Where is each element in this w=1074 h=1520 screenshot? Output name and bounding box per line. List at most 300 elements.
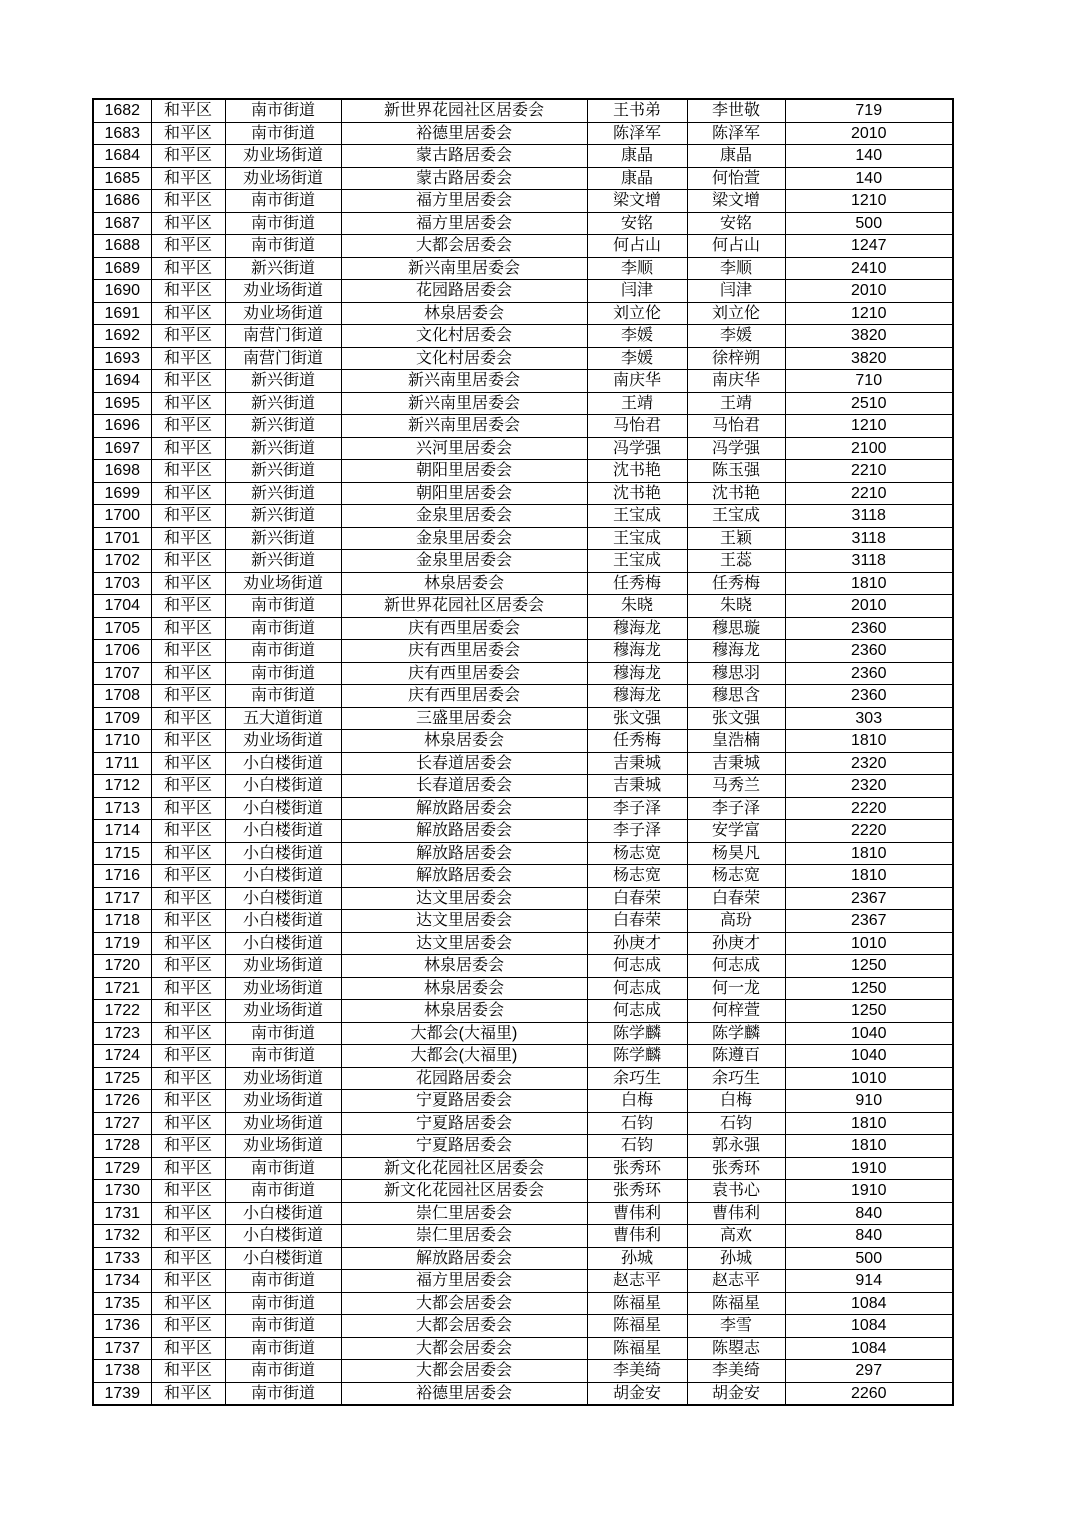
cell-householder: 李顺 — [587, 257, 687, 280]
cell-amount: 1247 — [785, 235, 953, 258]
cell-district: 和平区 — [151, 122, 225, 145]
cell-street: 南市街道 — [225, 1360, 341, 1383]
cell-street: 南营门街道 — [225, 325, 341, 348]
cell-amount: 1210 — [785, 415, 953, 438]
table-row — [93, 1157, 953, 1180]
cell-householder: 冯学强 — [587, 437, 687, 460]
cell-householder: 穆海龙 — [587, 662, 687, 685]
cell-householder: 王宝成 — [587, 527, 687, 550]
table-row — [93, 977, 953, 1000]
cell-serial: 1692 — [93, 325, 151, 348]
cell-amount: 914 — [785, 1270, 953, 1293]
cell-member: 南庆华 — [687, 370, 785, 393]
cell-amount: 1210 — [785, 302, 953, 325]
cell-amount: 2360 — [785, 640, 953, 663]
cell-serial: 1709 — [93, 707, 151, 730]
table-row — [93, 932, 953, 955]
cell-street: 小白楼街道 — [225, 1225, 341, 1248]
cell-member: 袁书心 — [687, 1180, 785, 1203]
cell-district: 和平区 — [151, 1000, 225, 1023]
cell-serial: 1728 — [93, 1135, 151, 1158]
cell-serial: 1711 — [93, 752, 151, 775]
cell-committee: 庆有西里居委会 — [341, 662, 587, 685]
cell-street: 南市街道 — [225, 1292, 341, 1315]
cell-street: 南市街道 — [225, 662, 341, 685]
cell-district: 和平区 — [151, 1382, 225, 1405]
table-row — [93, 865, 953, 888]
cell-street: 新兴街道 — [225, 460, 341, 483]
cell-street: 劝业场街道 — [225, 280, 341, 303]
cell-district: 和平区 — [151, 977, 225, 1000]
cell-committee: 解放路居委会 — [341, 842, 587, 865]
cell-amount: 2210 — [785, 460, 953, 483]
cell-street: 南市街道 — [225, 1180, 341, 1203]
cell-member: 吉秉城 — [687, 752, 785, 775]
table-row — [93, 99, 953, 122]
cell-committee: 大都会居委会 — [341, 1315, 587, 1338]
cell-street: 小白楼街道 — [225, 932, 341, 955]
cell-street: 南市街道 — [225, 1315, 341, 1338]
cell-district: 和平区 — [151, 932, 225, 955]
cell-district: 和平区 — [151, 1225, 225, 1248]
cell-district: 和平区 — [151, 572, 225, 595]
cell-member: 安学富 — [687, 820, 785, 843]
cell-serial: 1710 — [93, 730, 151, 753]
cell-street: 南市街道 — [225, 99, 341, 122]
cell-committee: 兴河里居委会 — [341, 437, 587, 460]
cell-committee: 花园路居委会 — [341, 280, 587, 303]
cell-serial: 1718 — [93, 910, 151, 933]
cell-householder: 孙城 — [587, 1247, 687, 1270]
cell-householder: 何占山 — [587, 235, 687, 258]
cell-householder: 石钧 — [587, 1135, 687, 1158]
cell-member: 李美绮 — [687, 1360, 785, 1383]
cell-serial: 1702 — [93, 550, 151, 573]
cell-member: 王颖 — [687, 527, 785, 550]
cell-committee: 朝阳里居委会 — [341, 460, 587, 483]
cell-householder: 何志成 — [587, 977, 687, 1000]
cell-street: 南市街道 — [225, 1157, 341, 1180]
table-row — [93, 1360, 953, 1383]
cell-committee: 大都会居委会 — [341, 1292, 587, 1315]
table-body — [93, 99, 953, 1405]
cell-district: 和平区 — [151, 685, 225, 708]
cell-committee: 达文里居委会 — [341, 887, 587, 910]
cell-serial: 1720 — [93, 955, 151, 978]
cell-street: 劝业场街道 — [225, 1067, 341, 1090]
cell-district: 和平区 — [151, 910, 225, 933]
cell-district: 和平区 — [151, 1112, 225, 1135]
cell-householder: 陈泽军 — [587, 122, 687, 145]
cell-district: 和平区 — [151, 370, 225, 393]
cell-committee: 崇仁里居委会 — [341, 1202, 587, 1225]
cell-member: 石钧 — [687, 1112, 785, 1135]
cell-committee: 解放路居委会 — [341, 797, 587, 820]
cell-district: 和平区 — [151, 1135, 225, 1158]
cell-serial: 1683 — [93, 122, 151, 145]
cell-serial: 1714 — [93, 820, 151, 843]
cell-serial: 1733 — [93, 1247, 151, 1270]
table-row — [93, 302, 953, 325]
table-row — [93, 527, 953, 550]
cell-serial: 1737 — [93, 1337, 151, 1360]
cell-street: 南市街道 — [225, 640, 341, 663]
cell-member: 王宝成 — [687, 505, 785, 528]
cell-street: 劝业场街道 — [225, 1135, 341, 1158]
cell-street: 南市街道 — [225, 617, 341, 640]
cell-householder: 陈福星 — [587, 1292, 687, 1315]
cell-street: 劝业场街道 — [225, 1090, 341, 1113]
cell-member: 李子泽 — [687, 797, 785, 820]
cell-serial: 1716 — [93, 865, 151, 888]
cell-street: 小白楼街道 — [225, 842, 341, 865]
cell-street: 新兴街道 — [225, 257, 341, 280]
cell-serial: 1723 — [93, 1022, 151, 1045]
cell-committee: 新兴南里居委会 — [341, 392, 587, 415]
cell-member: 胡金安 — [687, 1382, 785, 1405]
cell-serial: 1688 — [93, 235, 151, 258]
table-row — [93, 955, 953, 978]
cell-street: 劝业场街道 — [225, 730, 341, 753]
cell-householder: 赵志平 — [587, 1270, 687, 1293]
table-row — [93, 595, 953, 618]
cell-member: 何怡萱 — [687, 167, 785, 190]
cell-member: 高玢 — [687, 910, 785, 933]
cell-amount: 303 — [785, 707, 953, 730]
cell-district: 和平区 — [151, 595, 225, 618]
cell-street: 南市街道 — [225, 595, 341, 618]
cell-amount: 2410 — [785, 257, 953, 280]
table-row — [93, 1225, 953, 1248]
cell-member: 余巧生 — [687, 1067, 785, 1090]
cell-member: 陈遵百 — [687, 1045, 785, 1068]
cell-householder: 杨志宽 — [587, 865, 687, 888]
cell-member: 马怡君 — [687, 415, 785, 438]
cell-district: 和平区 — [151, 437, 225, 460]
cell-serial: 1690 — [93, 280, 151, 303]
cell-member: 康晶 — [687, 145, 785, 168]
cell-amount: 1250 — [785, 955, 953, 978]
table-row — [93, 257, 953, 280]
cell-member: 皇浩楠 — [687, 730, 785, 753]
cell-amount: 2010 — [785, 122, 953, 145]
cell-member: 徐梓朔 — [687, 347, 785, 370]
cell-householder: 刘立伦 — [587, 302, 687, 325]
cell-district: 和平区 — [151, 1292, 225, 1315]
cell-amount: 2220 — [785, 797, 953, 820]
cell-street: 新兴街道 — [225, 505, 341, 528]
cell-amount: 1210 — [785, 190, 953, 213]
table-row — [93, 415, 953, 438]
cell-district: 和平区 — [151, 730, 225, 753]
cell-householder: 朱晓 — [587, 595, 687, 618]
table-row — [93, 1247, 953, 1270]
cell-amount: 2220 — [785, 820, 953, 843]
table-row — [93, 730, 953, 753]
cell-member: 王靖 — [687, 392, 785, 415]
cell-committee: 长春道居委会 — [341, 752, 587, 775]
cell-householder: 张秀环 — [587, 1180, 687, 1203]
cell-serial: 1736 — [93, 1315, 151, 1338]
cell-committee: 朝阳里居委会 — [341, 482, 587, 505]
cell-amount: 2360 — [785, 617, 953, 640]
cell-serial: 1705 — [93, 617, 151, 640]
cell-amount: 500 — [785, 1247, 953, 1270]
cell-committee: 福方里居委会 — [341, 190, 587, 213]
cell-street: 劝业场街道 — [225, 1000, 341, 1023]
table-row — [93, 887, 953, 910]
table-row — [93, 325, 953, 348]
cell-committee: 大都会居委会 — [341, 235, 587, 258]
cell-committee: 新兴南里居委会 — [341, 370, 587, 393]
table-row — [93, 1202, 953, 1225]
cell-committee: 庆有西里居委会 — [341, 640, 587, 663]
cell-district: 和平区 — [151, 99, 225, 122]
cell-householder: 白春荣 — [587, 910, 687, 933]
cell-serial: 1735 — [93, 1292, 151, 1315]
table-row — [93, 1000, 953, 1023]
cell-amount: 1010 — [785, 1067, 953, 1090]
cell-district: 和平区 — [151, 1360, 225, 1383]
cell-committee: 林泉居委会 — [341, 572, 587, 595]
data-table — [92, 98, 954, 1406]
cell-committee: 庆有西里居委会 — [341, 685, 587, 708]
cell-householder: 李媛 — [587, 325, 687, 348]
cell-committee: 林泉居委会 — [341, 730, 587, 753]
cell-amount: 1810 — [785, 572, 953, 595]
cell-amount: 1910 — [785, 1180, 953, 1203]
cell-amount: 1810 — [785, 842, 953, 865]
cell-district: 和平区 — [151, 752, 225, 775]
table-row — [93, 212, 953, 235]
cell-member: 陈曌志 — [687, 1337, 785, 1360]
cell-householder: 李子泽 — [587, 820, 687, 843]
cell-committee: 福方里居委会 — [341, 1270, 587, 1293]
table-row — [93, 1135, 953, 1158]
cell-member: 赵志平 — [687, 1270, 785, 1293]
cell-member: 杨昊凡 — [687, 842, 785, 865]
cell-district: 和平区 — [151, 955, 225, 978]
cell-street: 南市街道 — [225, 1337, 341, 1360]
cell-householder: 白梅 — [587, 1090, 687, 1113]
cell-member: 何梓萱 — [687, 1000, 785, 1023]
cell-amount: 2010 — [785, 280, 953, 303]
cell-member: 穆思含 — [687, 685, 785, 708]
cell-district: 和平区 — [151, 640, 225, 663]
cell-street: 新兴街道 — [225, 392, 341, 415]
cell-committee: 宁夏路居委会 — [341, 1135, 587, 1158]
cell-serial: 1689 — [93, 257, 151, 280]
cell-member: 张文强 — [687, 707, 785, 730]
table-row — [93, 370, 953, 393]
cell-district: 和平区 — [151, 1315, 225, 1338]
cell-householder: 吉秉城 — [587, 752, 687, 775]
cell-serial: 1739 — [93, 1382, 151, 1405]
cell-district: 和平区 — [151, 145, 225, 168]
cell-member: 何志成 — [687, 955, 785, 978]
cell-member: 高欢 — [687, 1225, 785, 1248]
table-row — [93, 797, 953, 820]
cell-householder: 石钧 — [587, 1112, 687, 1135]
cell-serial: 1734 — [93, 1270, 151, 1293]
cell-amount: 140 — [785, 167, 953, 190]
cell-amount: 2320 — [785, 775, 953, 798]
table-row — [93, 392, 953, 415]
cell-committee: 金泉里居委会 — [341, 505, 587, 528]
table-row — [93, 235, 953, 258]
cell-amount: 3820 — [785, 347, 953, 370]
table-row — [93, 1067, 953, 1090]
cell-district: 和平区 — [151, 347, 225, 370]
cell-committee: 裕德里居委会 — [341, 1382, 587, 1405]
cell-street: 小白楼街道 — [225, 865, 341, 888]
table-row — [93, 167, 953, 190]
cell-serial: 1717 — [93, 887, 151, 910]
cell-amount: 1250 — [785, 977, 953, 1000]
cell-district: 和平区 — [151, 235, 225, 258]
cell-amount: 2367 — [785, 887, 953, 910]
cell-street: 新兴街道 — [225, 415, 341, 438]
cell-committee: 解放路居委会 — [341, 865, 587, 888]
cell-amount: 840 — [785, 1225, 953, 1248]
cell-street: 新兴街道 — [225, 550, 341, 573]
table-row — [93, 910, 953, 933]
cell-amount: 1040 — [785, 1045, 953, 1068]
cell-member: 王蕊 — [687, 550, 785, 573]
cell-committee: 宁夏路居委会 — [341, 1090, 587, 1113]
cell-committee: 金泉里居委会 — [341, 550, 587, 573]
cell-serial: 1701 — [93, 527, 151, 550]
cell-committee: 林泉居委会 — [341, 302, 587, 325]
table-row — [93, 122, 953, 145]
cell-householder: 李子泽 — [587, 797, 687, 820]
cell-serial: 1698 — [93, 460, 151, 483]
cell-householder: 张文强 — [587, 707, 687, 730]
cell-householder: 曹伟利 — [587, 1202, 687, 1225]
cell-district: 和平区 — [151, 775, 225, 798]
cell-district: 和平区 — [151, 325, 225, 348]
table-row — [93, 437, 953, 460]
cell-district: 和平区 — [151, 842, 225, 865]
cell-member: 穆思璇 — [687, 617, 785, 640]
table-row — [93, 1045, 953, 1068]
table-row — [93, 280, 953, 303]
cell-district: 和平区 — [151, 392, 225, 415]
cell-member: 穆海龙 — [687, 640, 785, 663]
cell-street: 小白楼街道 — [225, 775, 341, 798]
cell-district: 和平区 — [151, 167, 225, 190]
cell-member: 孙城 — [687, 1247, 785, 1270]
cell-serial: 1712 — [93, 775, 151, 798]
cell-committee: 福方里居委会 — [341, 212, 587, 235]
cell-householder: 康晶 — [587, 167, 687, 190]
cell-serial: 1686 — [93, 190, 151, 213]
cell-householder: 王书弟 — [587, 99, 687, 122]
cell-serial: 1732 — [93, 1225, 151, 1248]
cell-member: 刘立伦 — [687, 302, 785, 325]
cell-serial: 1699 — [93, 482, 151, 505]
cell-committee: 新世界花园社区居委会 — [341, 595, 587, 618]
table-row — [93, 550, 953, 573]
cell-street: 小白楼街道 — [225, 1247, 341, 1270]
cell-householder: 南庆华 — [587, 370, 687, 393]
cell-district: 和平区 — [151, 460, 225, 483]
cell-householder: 沈书艳 — [587, 482, 687, 505]
table-row — [93, 775, 953, 798]
cell-householder: 陈学麟 — [587, 1045, 687, 1068]
cell-member: 白春荣 — [687, 887, 785, 910]
table-row — [93, 347, 953, 370]
cell-district: 和平区 — [151, 212, 225, 235]
cell-member: 杨志宽 — [687, 865, 785, 888]
cell-member: 陈泽军 — [687, 122, 785, 145]
cell-householder: 穆海龙 — [587, 640, 687, 663]
cell-serial: 1700 — [93, 505, 151, 528]
cell-serial: 1696 — [93, 415, 151, 438]
cell-committee: 林泉居委会 — [341, 977, 587, 1000]
cell-district: 和平区 — [151, 190, 225, 213]
cell-committee: 蒙古路居委会 — [341, 145, 587, 168]
cell-street: 劝业场街道 — [225, 977, 341, 1000]
cell-amount: 2010 — [785, 595, 953, 618]
cell-committee: 蒙古路居委会 — [341, 167, 587, 190]
cell-amount: 1910 — [785, 1157, 953, 1180]
cell-serial: 1713 — [93, 797, 151, 820]
cell-street: 南市街道 — [225, 1022, 341, 1045]
cell-amount: 3118 — [785, 505, 953, 528]
cell-committee: 新兴南里居委会 — [341, 415, 587, 438]
cell-street: 新兴街道 — [225, 370, 341, 393]
cell-serial: 1682 — [93, 99, 151, 122]
cell-member: 李媛 — [687, 325, 785, 348]
cell-householder: 闫津 — [587, 280, 687, 303]
cell-serial: 1730 — [93, 1180, 151, 1203]
cell-committee: 林泉居委会 — [341, 955, 587, 978]
cell-street: 南市街道 — [225, 122, 341, 145]
cell-amount: 2510 — [785, 392, 953, 415]
cell-householder: 杨志宽 — [587, 842, 687, 865]
cell-serial: 1725 — [93, 1067, 151, 1090]
cell-householder: 李美绮 — [587, 1360, 687, 1383]
cell-district: 和平区 — [151, 1247, 225, 1270]
cell-street: 劝业场街道 — [225, 1112, 341, 1135]
cell-committee: 大都会(大福里) — [341, 1045, 587, 1068]
cell-committee: 金泉里居委会 — [341, 527, 587, 550]
cell-committee: 花园路居委会 — [341, 1067, 587, 1090]
table-row — [93, 640, 953, 663]
cell-householder: 李媛 — [587, 347, 687, 370]
cell-committee: 三盛里居委会 — [341, 707, 587, 730]
cell-serial: 1684 — [93, 145, 151, 168]
cell-district: 和平区 — [151, 302, 225, 325]
table-row — [93, 505, 953, 528]
cell-street: 小白楼街道 — [225, 752, 341, 775]
cell-serial: 1693 — [93, 347, 151, 370]
table-row — [93, 460, 953, 483]
cell-committee: 达文里居委会 — [341, 932, 587, 955]
cell-member: 李雪 — [687, 1315, 785, 1338]
cell-householder: 余巧生 — [587, 1067, 687, 1090]
cell-member: 曹伟利 — [687, 1202, 785, 1225]
cell-street: 南营门街道 — [225, 347, 341, 370]
cell-district: 和平区 — [151, 1157, 225, 1180]
cell-householder: 王宝成 — [587, 505, 687, 528]
table-row — [93, 1315, 953, 1338]
cell-householder: 孙庚才 — [587, 932, 687, 955]
cell-amount: 710 — [785, 370, 953, 393]
table-row — [93, 190, 953, 213]
cell-amount: 2100 — [785, 437, 953, 460]
